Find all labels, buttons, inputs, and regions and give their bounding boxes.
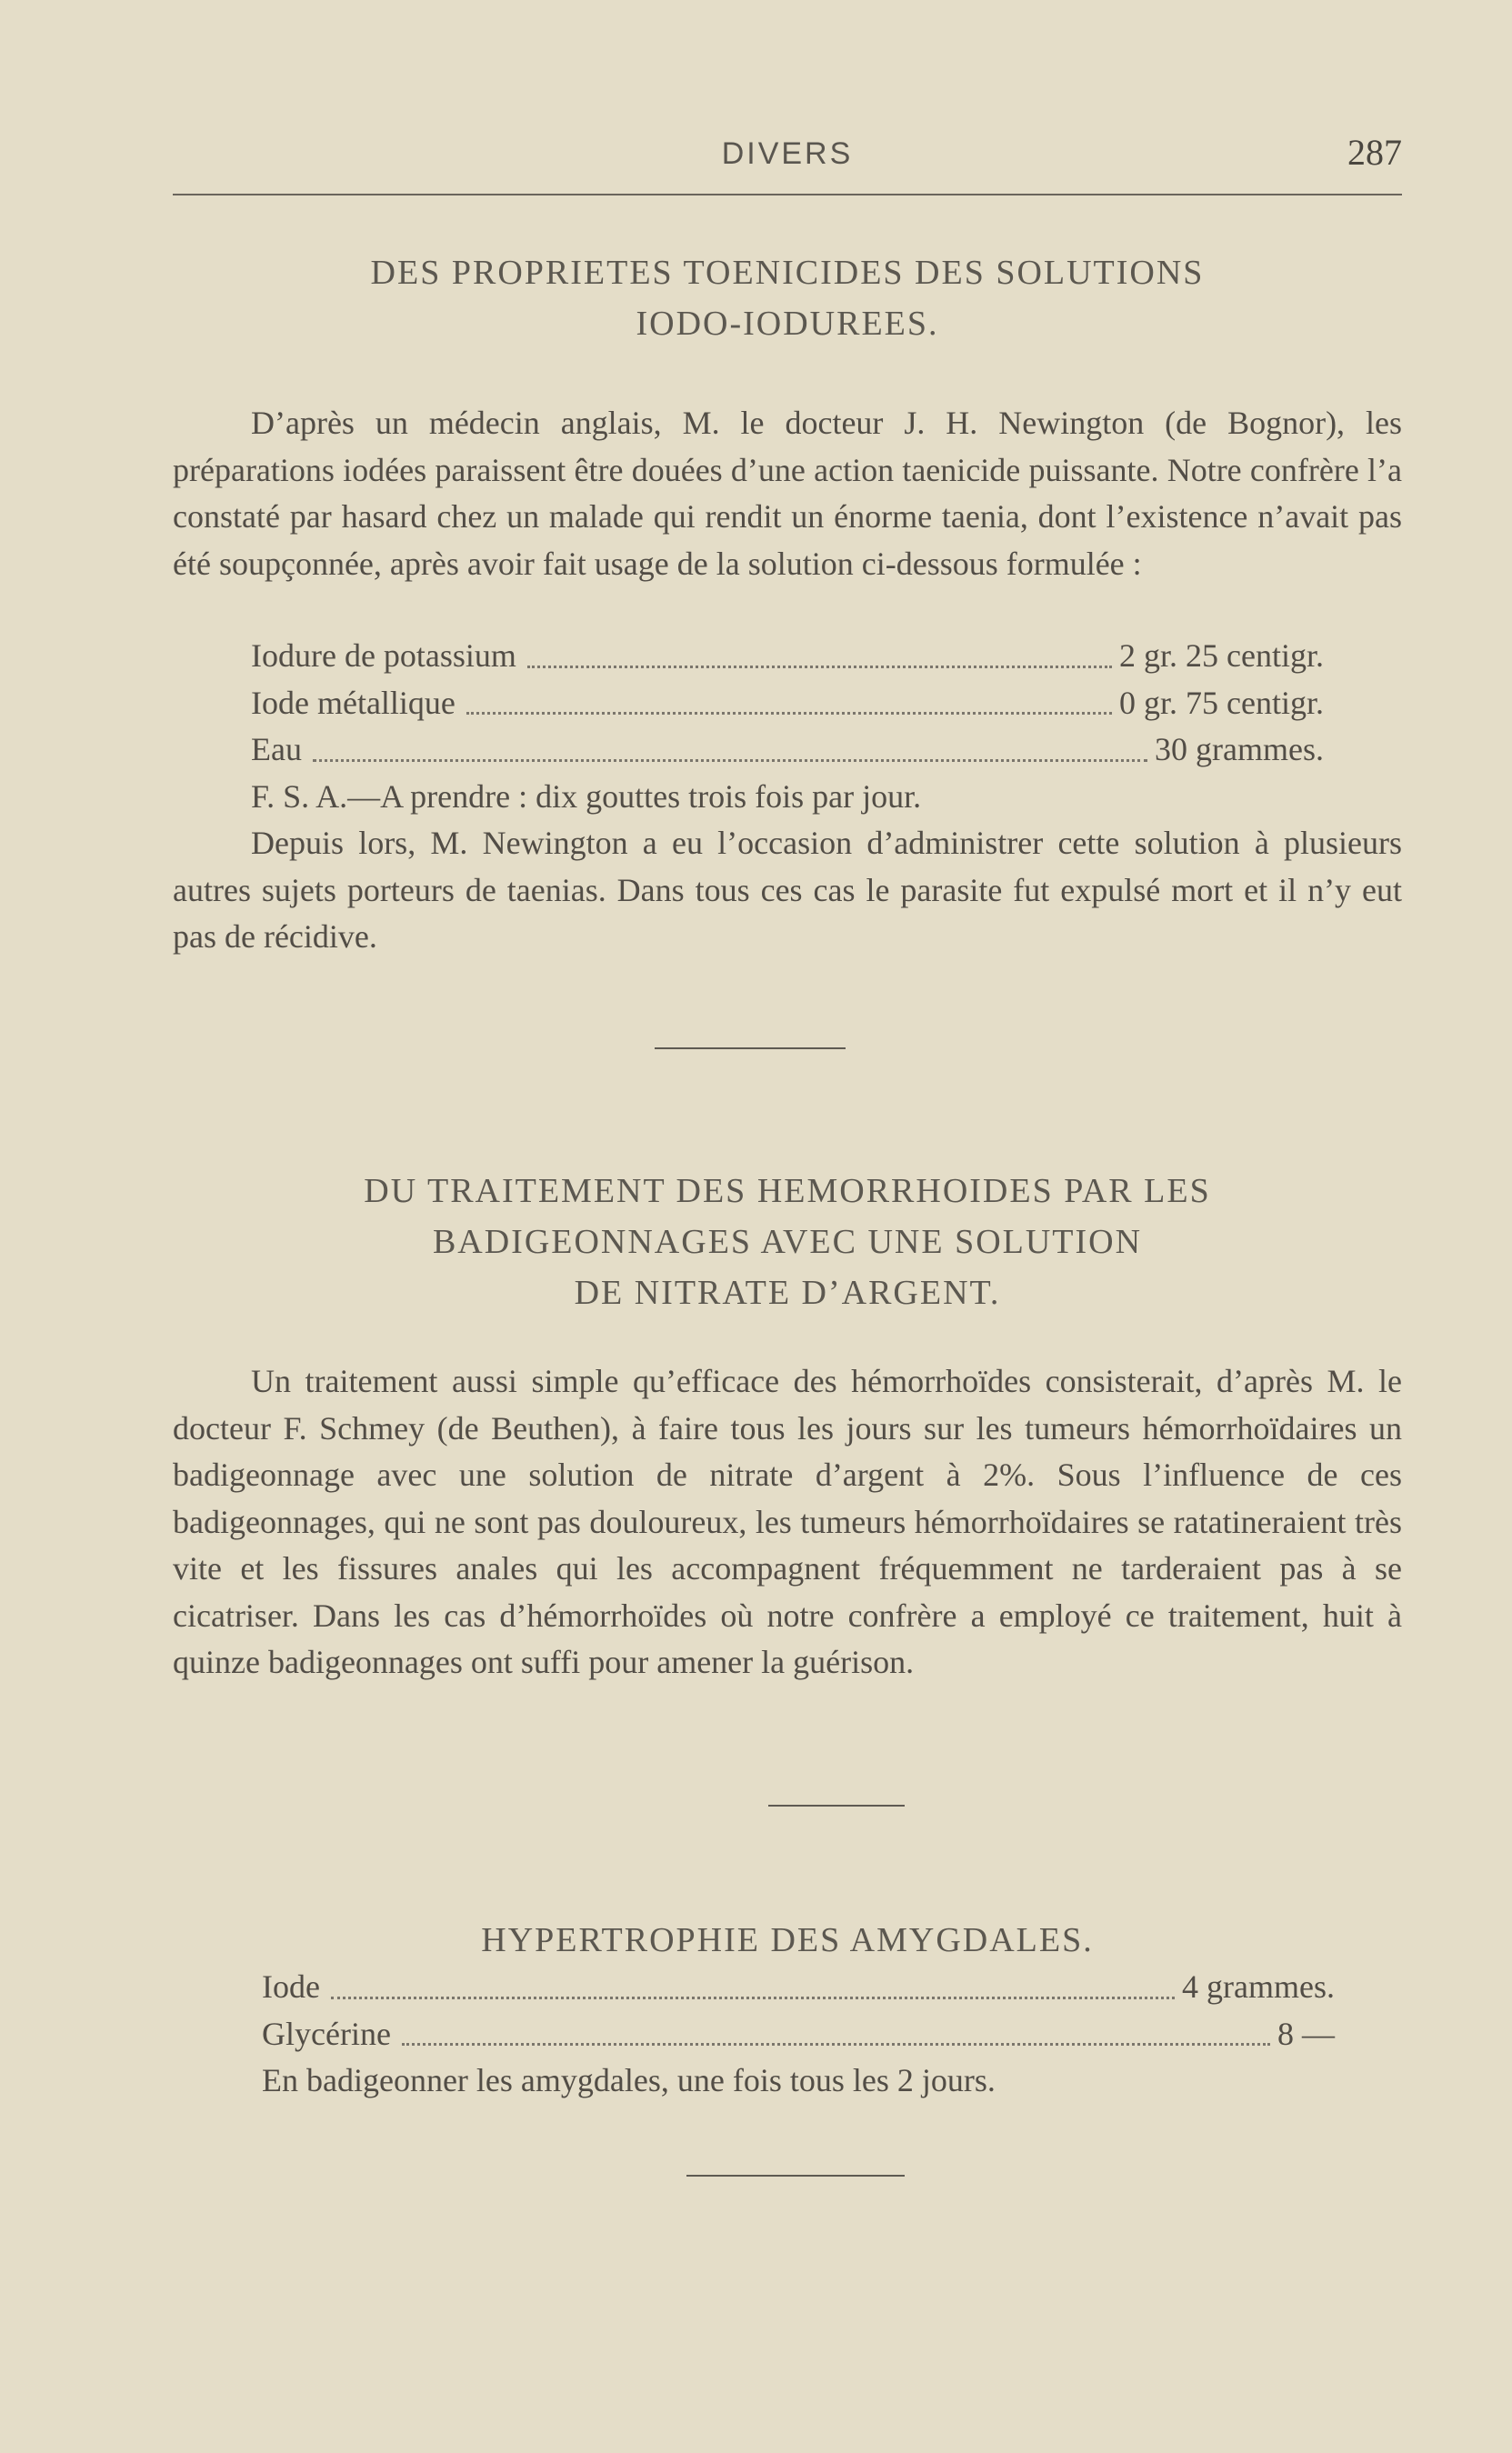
- leader-dots: [466, 680, 1112, 716]
- article1-conclusion-text: Depuis lors, M. Newington a eu l’occasion d’administrer cette solution à plusieurs autres sujets porteurs de taenias. Dans tous ces cas le parasite fut expulsé mort et il n’y eut pas de récidive.: [173, 825, 1402, 955]
- article3-title: HYPERTROPHIE DES AMYGDALES.: [481, 1921, 1094, 1959]
- leader-dots: [313, 726, 1147, 762]
- page-number: 287: [1347, 132, 1402, 173]
- formula-row: [262, 1964, 1335, 2011]
- article1-directions: F. S. A.—A prendre : dix gouttes trois fois par jour.: [251, 777, 922, 815]
- formula-row: [262, 2011, 1335, 2058]
- header-rule: [173, 194, 1402, 195]
- section-divider: [655, 1047, 846, 1049]
- ingredient-qty: 8 —: [1277, 2015, 1335, 2052]
- article2-body: [173, 1358, 1402, 1687]
- formula-row: [251, 726, 1324, 774]
- section-divider: [768, 1805, 905, 1807]
- article2-title-line2: BADIGEONNAGES AVEC UNE SOLUTION: [432, 1223, 1143, 1261]
- article2-title: [173, 1166, 1402, 1318]
- article1-title-line2: IODO-IODUREES.: [636, 305, 939, 343]
- running-title: DIVERS: [721, 136, 854, 171]
- article2-title-line1: DU TRAITEMENT DES HEMORRHOIDES PAR LES: [364, 1172, 1211, 1210]
- ingredient-name: Iode métallique: [251, 684, 456, 721]
- ingredient-name: Iode: [262, 1968, 320, 2005]
- leader-dots: [527, 633, 1112, 668]
- article3-directions: En badigeonner les amygdales, une fois tous les 2 jours.: [262, 2062, 996, 2098]
- ingredient-name: Eau: [251, 731, 302, 767]
- leader-dots: [402, 2011, 1270, 2047]
- ingredient-qty: 0 gr. 75 centigr.: [1119, 684, 1324, 721]
- article1-intro: [173, 400, 1402, 587]
- ingredient-qty: 2 gr. 25 centigr.: [1119, 637, 1324, 674]
- article1-title-line1: DES PROPRIETES TOENICIDES DES SOLUTIONS: [370, 254, 1205, 292]
- ingredient-name: Iodure de potassium: [251, 637, 516, 674]
- article1-conclusion: [173, 820, 1402, 961]
- ingredient-qty: 30 grammes.: [1155, 731, 1324, 767]
- article2-body-text: Un traitement aussi simple qu’efficace des hémorrhoïdes consisterait, d’après M. le docteur F. Schmey (de Beuthen), à faire tous les jours sur les tumeurs hémorrhoïdaires un badigeonnage avec une solution de nitrate d’argent à 2%. Sous l’influence de ces badigeonnages, qui ne sont pas douloureux, les tumeurs hémorrhoïdaires se ratatineraient très vite et les fissures anales qui les accompagnent fréquemment ne tarderaient pas à se cicatriser. Dans les cas d’hémorrhoïdes où notre confrère a employé ce traitement, huit à quinze badigeonnages ont suffi pour amener la guérison.: [173, 1363, 1402, 1680]
- ingredient-name: Glycérine: [262, 2015, 391, 2052]
- leader-dots: [331, 1964, 1175, 1999]
- article3-formula: [262, 1964, 1335, 2105]
- formula-row: [251, 680, 1324, 727]
- article1-intro-text: D’après un médecin anglais, M. le docteur J. H. Newington (de Bognor), les préparations iodées paraissent être douées d’une action taenicide puissante. Notre confrère l’a constaté par hasard chez un malade qui rendit un énorme taenia, dont l’existence n’avait pas été soupçonnée, après avoir fait usage de la solution ci-dessous formulée :: [173, 405, 1402, 582]
- article1-title: [173, 247, 1402, 349]
- formula-row: [251, 633, 1324, 680]
- ingredient-qty: 4 grammes.: [1182, 1968, 1335, 2005]
- running-header: [173, 127, 1402, 182]
- article1-formula: [251, 633, 1324, 820]
- section-divider: [686, 2175, 905, 2177]
- article2-title-line3: DE NITRATE D’ARGENT.: [574, 1274, 1001, 1312]
